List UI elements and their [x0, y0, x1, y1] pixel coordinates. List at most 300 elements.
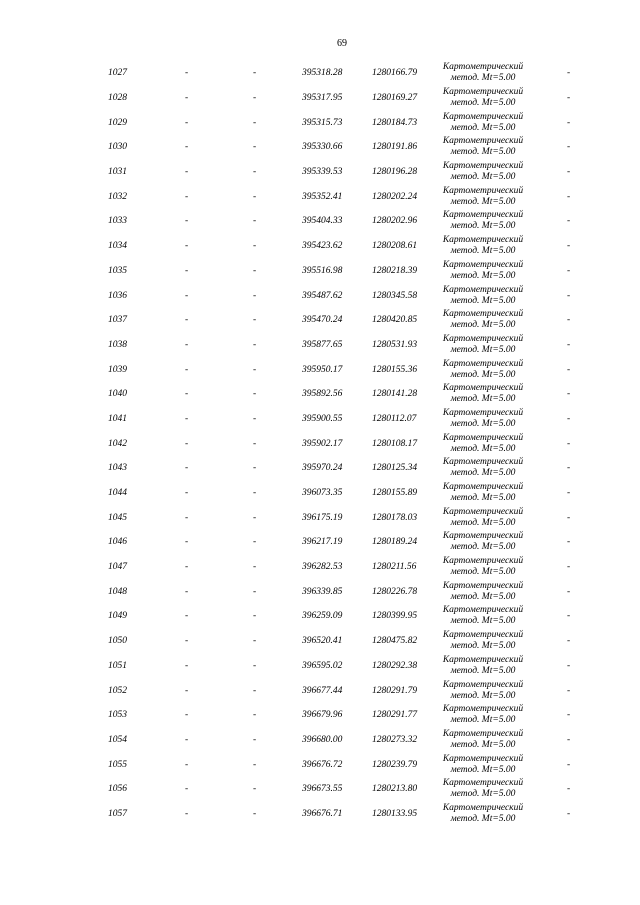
- dash-cell: -: [253, 117, 257, 128]
- method-line-2: метод. Mt=5.00: [450, 147, 516, 158]
- x-coordinate: 396676.72: [302, 759, 343, 770]
- dash-cell: -: [253, 611, 257, 622]
- dash-cell: -: [185, 759, 189, 770]
- dash-cell: -: [567, 685, 571, 696]
- y-coordinate: 1280202.96: [372, 216, 418, 227]
- point-number: 1054: [108, 734, 127, 745]
- table-row: [0, 308, 640, 333]
- y-coordinate: 1280112.07: [372, 413, 417, 424]
- point-number: 1036: [108, 290, 127, 301]
- method-line-2: метод. Mt=5.00: [450, 789, 516, 800]
- method-line-2: метод. Mt=5.00: [450, 641, 516, 652]
- x-coordinate: 395317.95: [302, 93, 343, 104]
- table-row: [0, 135, 640, 160]
- dash-cell: -: [253, 364, 257, 375]
- table-row: [0, 209, 640, 234]
- method-line-1: Картометрический: [442, 358, 524, 369]
- method-line-1: Картометрический: [442, 161, 524, 172]
- table-row: [0, 505, 640, 530]
- y-coordinate: 1280345.58: [372, 290, 418, 301]
- point-number: 1040: [108, 389, 127, 400]
- x-coordinate: 395470.24: [302, 315, 343, 326]
- method-line-2: метод. Mt=5.00: [450, 172, 516, 183]
- dash-cell: -: [185, 512, 189, 523]
- table-row: [0, 259, 640, 284]
- method-line-2: метод. Mt=5.00: [450, 567, 516, 578]
- method-cell: [437, 186, 529, 208]
- method-line-2: метод. Mt=5.00: [450, 246, 516, 257]
- method-cell: [437, 704, 529, 726]
- table-row: [0, 431, 640, 456]
- dash-cell: -: [567, 784, 571, 795]
- method-cell: [437, 309, 529, 331]
- method-line-1: Картометрический: [442, 704, 524, 715]
- method-cell: [437, 408, 529, 430]
- point-number: 1042: [108, 438, 127, 449]
- y-coordinate: 1280218.39: [372, 265, 418, 276]
- dash-cell: -: [253, 784, 257, 795]
- x-coordinate: 396595.02: [302, 660, 343, 671]
- method-line-2: метод. Mt=5.00: [450, 221, 516, 232]
- x-coordinate: 396677.44: [302, 685, 343, 696]
- method-cell: [437, 210, 529, 232]
- point-number: 1052: [108, 685, 127, 696]
- method-line-2: метод. Mt=5.00: [450, 418, 516, 429]
- y-coordinate: 1280291.79: [372, 685, 418, 696]
- point-number: 1049: [108, 611, 127, 622]
- dash-cell: -: [253, 93, 257, 104]
- dash-cell: -: [185, 636, 189, 647]
- method-line-1: Картометрический: [442, 605, 524, 616]
- x-coordinate: 395970.24: [302, 463, 343, 474]
- dash-cell: -: [567, 586, 571, 597]
- y-coordinate: 1280125.34: [372, 463, 418, 474]
- y-coordinate: 1280108.17: [372, 438, 418, 449]
- page-number: 69: [337, 38, 347, 49]
- x-coordinate: 396282.53: [302, 562, 343, 573]
- method-line-1: Картометрический: [442, 284, 524, 295]
- method-line-2: метод. Mt=5.00: [450, 591, 516, 602]
- dash-cell: -: [253, 488, 257, 499]
- table-row: [0, 61, 640, 86]
- point-number: 1027: [108, 68, 127, 79]
- method-line-1: Картометрический: [442, 753, 524, 764]
- method-line-2: метод. Mt=5.00: [450, 73, 516, 84]
- table-row: [0, 481, 640, 506]
- x-coordinate: 396680.00: [302, 734, 343, 745]
- method-line-1: Картометрический: [442, 531, 524, 542]
- dash-cell: -: [185, 216, 189, 227]
- point-number: 1041: [108, 413, 127, 424]
- dash-cell: -: [185, 142, 189, 153]
- dash-cell: -: [253, 710, 257, 721]
- point-number: 1033: [108, 216, 127, 227]
- dash-cell: -: [185, 191, 189, 202]
- y-coordinate: 1280420.85: [372, 315, 418, 326]
- dash-cell: -: [567, 562, 571, 573]
- dash-cell: -: [567, 734, 571, 745]
- dash-cell: -: [567, 413, 571, 424]
- point-number: 1034: [108, 241, 127, 252]
- dash-cell: -: [185, 710, 189, 721]
- method-line-1: Картометрический: [442, 580, 524, 591]
- table-row: [0, 802, 640, 827]
- table-row: [0, 357, 640, 382]
- dash-cell: -: [567, 265, 571, 276]
- dash-cell: -: [185, 611, 189, 622]
- table-row: [0, 728, 640, 753]
- dash-cell: -: [185, 438, 189, 449]
- y-coordinate: 1280155.36: [372, 364, 418, 375]
- method-line-1: Картометрический: [442, 210, 524, 221]
- y-coordinate: 1280189.24: [372, 537, 418, 548]
- method-line-1: Картометрический: [442, 185, 524, 196]
- y-coordinate: 1280191.86: [372, 142, 418, 153]
- dash-cell: -: [567, 512, 571, 523]
- method-line-2: метод. Mt=5.00: [450, 270, 516, 281]
- table-row: [0, 579, 640, 604]
- method-line-2: метод. Mt=5.00: [450, 764, 516, 775]
- method-line-1: Картометрический: [442, 407, 524, 418]
- x-coordinate: 396175.19: [302, 512, 343, 523]
- method-line-1: Картометрический: [442, 506, 524, 517]
- y-coordinate: 1280273.32: [372, 734, 418, 745]
- point-number: 1030: [108, 142, 127, 153]
- point-number: 1039: [108, 364, 127, 375]
- method-line-2: метод. Mt=5.00: [450, 739, 516, 750]
- dash-cell: -: [567, 488, 571, 499]
- dash-cell: -: [567, 290, 571, 301]
- point-number: 1029: [108, 117, 127, 128]
- dash-cell: -: [567, 759, 571, 770]
- x-coordinate: 395339.53: [302, 167, 343, 178]
- point-number: 1046: [108, 537, 127, 548]
- x-coordinate: 396679.96: [302, 710, 343, 721]
- table-row: [0, 777, 640, 802]
- y-coordinate: 1280155.89: [372, 488, 418, 499]
- x-coordinate: 396339.85: [302, 586, 343, 597]
- method-cell: [437, 235, 529, 257]
- y-coordinate: 1280141.28: [372, 389, 418, 400]
- dash-cell: -: [253, 68, 257, 79]
- method-line-2: метод. Mt=5.00: [450, 493, 516, 504]
- table-row: [0, 555, 640, 580]
- method-line-2: метод. Mt=5.00: [450, 443, 516, 454]
- method-line-2: метод. Mt=5.00: [450, 394, 516, 405]
- dash-cell: -: [253, 290, 257, 301]
- x-coordinate: 395423.62: [302, 241, 343, 252]
- y-coordinate: 1280178.03: [372, 512, 418, 523]
- method-line-1: Картометрический: [442, 309, 524, 320]
- method-cell: [437, 62, 529, 84]
- point-number: 1043: [108, 463, 127, 474]
- x-coordinate: 396673.55: [302, 784, 343, 795]
- x-coordinate: 395950.17: [302, 364, 343, 375]
- method-line-1: Картометрический: [442, 728, 524, 739]
- method-cell: [437, 112, 529, 134]
- point-number: 1045: [108, 512, 127, 523]
- method-line-2: метод. Mt=5.00: [450, 665, 516, 676]
- dash-cell: -: [253, 389, 257, 400]
- dash-cell: -: [185, 117, 189, 128]
- x-coordinate: 396073.35: [302, 488, 343, 499]
- point-number: 1047: [108, 562, 127, 573]
- dash-cell: -: [185, 364, 189, 375]
- method-line-2: метод. Mt=5.00: [450, 344, 516, 355]
- dash-cell: -: [567, 93, 571, 104]
- method-cell: [437, 605, 529, 627]
- dash-cell: -: [567, 389, 571, 400]
- method-line-1: Картометрический: [442, 136, 524, 147]
- x-coordinate: 395892.56: [302, 389, 343, 400]
- dash-cell: -: [185, 537, 189, 548]
- method-cell: [437, 655, 529, 677]
- method-line-1: Картометрический: [442, 111, 524, 122]
- method-line-1: Картометрический: [442, 62, 524, 73]
- x-coordinate: 396520.41: [302, 636, 343, 647]
- table-row: [0, 333, 640, 358]
- method-line-2: метод. Mt=5.00: [450, 98, 516, 109]
- method-cell: [437, 433, 529, 455]
- dash-cell: -: [253, 512, 257, 523]
- method-line-1: Картометрический: [442, 87, 524, 98]
- method-cell: [437, 556, 529, 578]
- y-coordinate: 1280166.79: [372, 68, 418, 79]
- point-number: 1051: [108, 660, 127, 671]
- method-line-2: метод. Mt=5.00: [450, 517, 516, 528]
- method-cell: [437, 581, 529, 603]
- dash-cell: -: [253, 167, 257, 178]
- method-line-1: Картометрический: [442, 383, 524, 394]
- x-coordinate: 395352.41: [302, 191, 343, 202]
- dash-cell: -: [253, 808, 257, 819]
- x-coordinate: 395487.62: [302, 290, 343, 301]
- point-number: 1050: [108, 636, 127, 647]
- method-cell: [437, 729, 529, 751]
- method-line-1: Картометрический: [442, 630, 524, 641]
- dash-cell: -: [567, 660, 571, 671]
- dash-cell: -: [185, 93, 189, 104]
- method-cell: [437, 754, 529, 776]
- table-row: [0, 86, 640, 111]
- method-line-1: Картометрический: [442, 235, 524, 246]
- method-cell: [437, 260, 529, 282]
- table-row: [0, 703, 640, 728]
- dash-cell: -: [253, 562, 257, 573]
- dash-cell: -: [253, 537, 257, 548]
- table-row: [0, 407, 640, 432]
- point-number: 1057: [108, 808, 127, 819]
- x-coordinate: 396217.19: [302, 537, 343, 548]
- point-number: 1053: [108, 710, 127, 721]
- dash-cell: -: [567, 241, 571, 252]
- point-number: 1031: [108, 167, 127, 178]
- dash-cell: -: [567, 364, 571, 375]
- dash-cell: -: [253, 759, 257, 770]
- dash-cell: -: [185, 586, 189, 597]
- dash-cell: -: [567, 636, 571, 647]
- dash-cell: -: [567, 68, 571, 79]
- y-coordinate: 1280291.77: [372, 710, 418, 721]
- y-coordinate: 1280226.78: [372, 586, 418, 597]
- dash-cell: -: [253, 463, 257, 474]
- dash-cell: -: [185, 290, 189, 301]
- point-number: 1056: [108, 784, 127, 795]
- point-number: 1044: [108, 488, 127, 499]
- x-coordinate: 395315.73: [302, 117, 343, 128]
- dash-cell: -: [567, 808, 571, 819]
- method-line-1: Картометрический: [442, 778, 524, 789]
- table-row: [0, 110, 640, 135]
- dash-cell: -: [185, 784, 189, 795]
- method-line-2: метод. Mt=5.00: [450, 616, 516, 627]
- dash-cell: -: [253, 142, 257, 153]
- method-line-2: метод. Mt=5.00: [450, 468, 516, 479]
- point-number: 1038: [108, 339, 127, 350]
- method-line-1: Картометрический: [442, 432, 524, 443]
- y-coordinate: 1280211.56: [372, 562, 417, 573]
- dash-cell: -: [185, 734, 189, 745]
- method-cell: [437, 457, 529, 479]
- method-cell: [437, 87, 529, 109]
- y-coordinate: 1280475.82: [372, 636, 418, 647]
- y-coordinate: 1280202.24: [372, 191, 418, 202]
- y-coordinate: 1280213.80: [372, 784, 418, 795]
- table-row: [0, 678, 640, 703]
- dash-cell: -: [253, 734, 257, 745]
- dash-cell: -: [253, 191, 257, 202]
- x-coordinate: 395404.33: [302, 216, 343, 227]
- method-line-1: Картометрический: [442, 654, 524, 665]
- method-line-2: метод. Mt=5.00: [450, 690, 516, 701]
- method-cell: [437, 334, 529, 356]
- x-coordinate: 395900.55: [302, 413, 343, 424]
- method-line-2: метод. Mt=5.00: [450, 715, 516, 726]
- dash-cell: -: [185, 463, 189, 474]
- method-line-2: метод. Mt=5.00: [450, 122, 516, 133]
- table-row: [0, 184, 640, 209]
- method-line-1: Картометрический: [442, 457, 524, 468]
- dash-cell: -: [567, 710, 571, 721]
- x-coordinate: 395516.98: [302, 265, 343, 276]
- method-cell: [437, 630, 529, 652]
- dash-cell: -: [567, 167, 571, 178]
- dash-cell: -: [185, 315, 189, 326]
- method-cell: [437, 680, 529, 702]
- point-number: 1028: [108, 93, 127, 104]
- dash-cell: -: [253, 216, 257, 227]
- x-coordinate: 395902.17: [302, 438, 343, 449]
- dash-cell: -: [567, 463, 571, 474]
- method-line-1: Картометрический: [442, 333, 524, 344]
- dash-cell: -: [185, 685, 189, 696]
- y-coordinate: 1280531.93: [372, 339, 418, 350]
- method-line-2: метод. Mt=5.00: [450, 320, 516, 331]
- point-number: 1055: [108, 759, 127, 770]
- method-cell: [437, 507, 529, 529]
- method-cell: [437, 285, 529, 307]
- dash-cell: -: [567, 216, 571, 227]
- x-coordinate: 395877.65: [302, 339, 343, 350]
- method-line-2: метод. Mt=5.00: [450, 542, 516, 553]
- method-line-2: метод. Mt=5.00: [450, 369, 516, 380]
- method-line-1: Картометрический: [442, 679, 524, 690]
- y-coordinate: 1280196.28: [372, 167, 418, 178]
- dash-cell: -: [253, 636, 257, 647]
- point-number: 1048: [108, 586, 127, 597]
- dash-cell: -: [567, 339, 571, 350]
- dash-cell: -: [185, 339, 189, 350]
- point-number: 1032: [108, 191, 127, 202]
- y-coordinate: 1280239.79: [372, 759, 418, 770]
- dash-cell: -: [185, 241, 189, 252]
- dash-cell: -: [185, 660, 189, 671]
- table-row: [0, 530, 640, 555]
- dash-cell: -: [185, 265, 189, 276]
- dash-cell: -: [567, 611, 571, 622]
- method-line-1: Картометрический: [442, 556, 524, 567]
- method-line-2: метод. Mt=5.00: [450, 196, 516, 207]
- table-row: [0, 604, 640, 629]
- dash-cell: -: [185, 808, 189, 819]
- method-line-1: Картометрический: [442, 802, 524, 813]
- method-cell: [437, 161, 529, 183]
- dash-cell: -: [567, 315, 571, 326]
- x-coordinate: 396676.71: [302, 808, 343, 819]
- table-row: [0, 456, 640, 481]
- y-coordinate: 1280208.61: [372, 241, 418, 252]
- dash-cell: -: [253, 685, 257, 696]
- method-cell: [437, 531, 529, 553]
- dash-cell: -: [185, 167, 189, 178]
- dash-cell: -: [253, 660, 257, 671]
- dash-cell: -: [567, 142, 571, 153]
- method-cell: [437, 136, 529, 158]
- method-line-1: Картометрический: [442, 482, 524, 493]
- method-cell: [437, 803, 529, 825]
- dash-cell: -: [185, 488, 189, 499]
- dash-cell: -: [253, 586, 257, 597]
- table-row: [0, 382, 640, 407]
- method-line-2: метод. Mt=5.00: [450, 295, 516, 306]
- x-coordinate: 396259.09: [302, 611, 343, 622]
- table-row: [0, 629, 640, 654]
- dash-cell: -: [185, 413, 189, 424]
- method-line-1: Картометрический: [442, 259, 524, 270]
- table-row: [0, 160, 640, 185]
- method-cell: [437, 778, 529, 800]
- dash-cell: -: [253, 413, 257, 424]
- dash-cell: -: [567, 117, 571, 128]
- dash-cell: -: [567, 438, 571, 449]
- method-line-2: метод. Mt=5.00: [450, 813, 516, 824]
- point-number: 1037: [108, 315, 127, 326]
- x-coordinate: 395330.66: [302, 142, 343, 153]
- table-row: [0, 283, 640, 308]
- method-cell: [437, 383, 529, 405]
- y-coordinate: 1280292.38: [372, 660, 418, 671]
- coordinates-table: [0, 61, 640, 826]
- point-number: 1035: [108, 265, 127, 276]
- table-row: [0, 654, 640, 679]
- y-coordinate: 1280184.73: [372, 117, 418, 128]
- method-cell: [437, 359, 529, 381]
- dash-cell: -: [185, 562, 189, 573]
- method-cell: [437, 482, 529, 504]
- table-row: [0, 234, 640, 259]
- y-coordinate: 1280169.27: [372, 93, 418, 104]
- dash-cell: -: [567, 537, 571, 548]
